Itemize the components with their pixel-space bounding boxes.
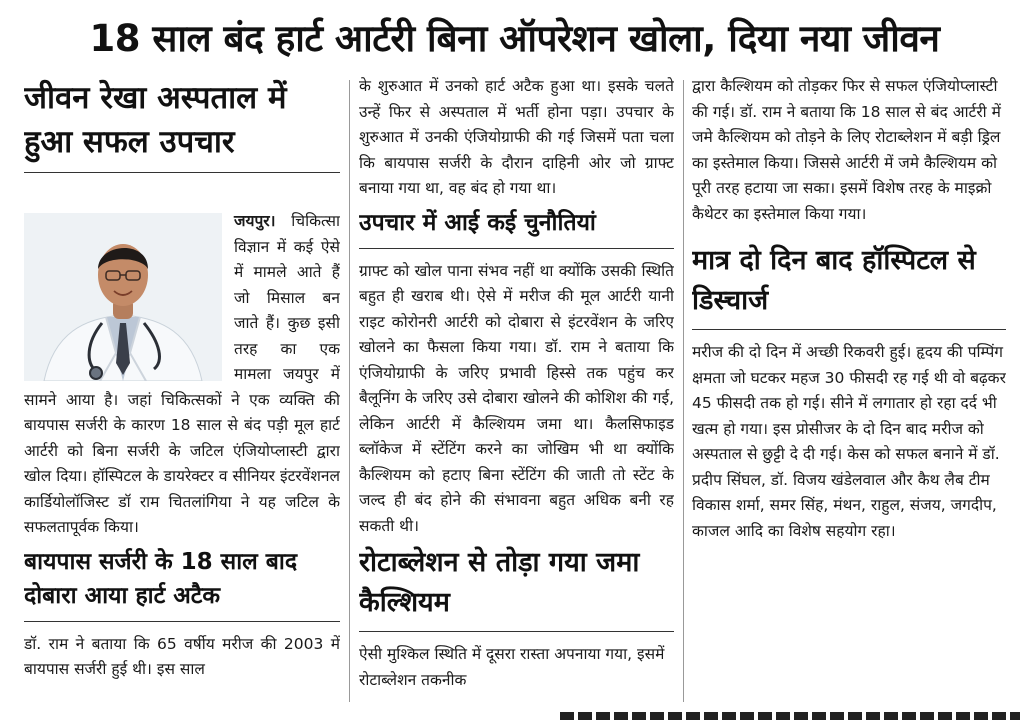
- section-text-rotablation: ऐसी मुश्किल स्थिति में दूसरा रास्ता अपनाया गया, इसमें रोटाब्लेशन तकनीक: [359, 645, 665, 689]
- section-title-rotablation: रोटाब्लेशन से तोड़ा गया जमा कैल्शियम: [359, 547, 640, 618]
- rule-divider: [359, 631, 674, 632]
- column-1: [24, 74, 340, 720]
- section-title-challenges: उपचार में आई कई चुनौतियां: [359, 209, 596, 236]
- doctor-photo: [24, 213, 222, 381]
- rule-divider: [24, 172, 340, 173]
- intro-paragraph: [24, 209, 340, 541]
- continued-paragraph: के शुरुआत में उनको हार्ट अटैक हुआ था। इसके चलते उन्हें फिर से अस्पताल में भर्ती होना पड़ा। उपचार के शुरुआत में उनकी एंजियोग्राफी की गई जिसमें पता चला कि बायपास सर्जरी के दौरान दाहिनी ओर जो ग्राफ्ट बनाया गया था, वह बंद हो गया था।: [359, 77, 674, 197]
- article-subheadline: जीवन रेखा अस्पताल में हुआ सफल उपचार: [24, 80, 287, 160]
- next-article-edge: [560, 712, 1020, 720]
- column-divider: [349, 80, 350, 702]
- column-3: [692, 74, 1006, 720]
- section-title-bypass: बायपास सर्जरी के 18 साल बाद दोबारा आया हार्ट अटैक: [24, 548, 298, 609]
- rule-divider: [359, 248, 674, 249]
- section-text-bypass: डॉ. राम ने बताया कि 65 वर्षीय मरीज की 2003 में बायपास सर्जरी हुई थी। इस साल: [24, 634, 340, 678]
- article-headline: 18 साल बंद हार्ट आर्टरी बिना ऑपरेशन खोला, दिया नया जीवन: [89, 17, 940, 60]
- dateline: जयपुर।: [234, 212, 276, 230]
- rule-divider: [24, 621, 340, 622]
- intro-text: चिकित्सा विज्ञान में कई ऐसे में मामले आते हैं जो मिसाल बन जाते हैं। कुछ इसी तरह का एक मामला जयपुर में सामने आया है। जहां चिकित्सकों ने एक व्यक्ति की बायपास सर्जरी के कारण 18 साल से बंद पड़ी मूल हार्ट आर्टरी को बिना सर्जरी के जटिल एंजियोप्लास्टी द्वारा खोल दिया। हॉस्पिटल के डायरेक्टर व सीनियर इंटरवेंशनल कार्डियोलॉजिस्ट डॉ राम चितलांगिया ने यह जटिल के सफलतापूर्वक किया।: [24, 212, 340, 536]
- column-divider: [683, 80, 684, 702]
- continued-paragraph: द्वारा कैल्शियम को तोड़कर फिर से सफल एंजियोप्लास्टी की गई। डॉ. राम ने बताया कि 18 साल से बंद आर्टरी में जमे कैल्शियम को तोड़ने के लिए रोटाब्लेशन में बड़ी ड्रिल का इस्तेमाल किया। जिससे आर्टरी में जमे कैल्शियम को पूरी तरह हटाया जा सका। इसमें विशेष तरह के माइक्रो कैथेटर का इस्तेमाल किया गया।: [692, 77, 1001, 223]
- column-2: [359, 74, 674, 720]
- section-text-discharge: मरीज की दो दिन में अच्छी रिकवरी हुई। हृदय की पम्पिंग क्षमता जो घटकर महज 30 फीसदी रह गई थी वो बढ़कर 45 फीसदी तक हो गई। सीने में लगातार हो रहा दर्द भी खत्म हो गया। इस प्रोसीजर के दो दिन बाद मरीज को अस्पताल से छुट्टी दे दी गई। केस को सफल बनाने में डॉ. प्रदीप सिंघल, डॉ. विजय खंडेलवाल और कैथ लैब टीम विकास शर्मा, समर सिंह, मंथन, राहुल, संजय, जगदीप, काजल आदि का विशेष सहयोग रहा।: [692, 343, 1006, 540]
- section-text-challenges: ग्राफ्ट को खोल पाना संभव नहीं था क्योंकि उसकी स्थिति बहुत ही खराब थी। ऐसे में मरीज की मूल आर्टरी यानी राइट कोरोनरी आर्टरी को दोबारा से इंटरवेंशन के जरिए खोलने का फैसला किया गया। डॉ. राम ने बताया कि एंजियोग्राफी के जरिए प्रभावी हिस्से तक पहुंच कर बैलूनिंग के जरिए उसे दोबारा खोलने की कोशिश की गई, लेकिन आर्टरी में कैल्शियम जमा था। कैलसिफाइड ब्लॉकेज में स्टेंटिंग करने का जोखिम भी था क्योंकि कैल्शियम को हटाए बिना स्टेंटिंग की जाती तो स्टेंट के जल्द ही बंद होने की संभावना बहुत अधिक बनी रह सकती थी।: [359, 261, 674, 535]
- section-title-discharge: मात्र दो दिन बाद हॉस्पिटल से डिस्चार्ज: [692, 245, 976, 316]
- rule-divider: [692, 329, 1006, 330]
